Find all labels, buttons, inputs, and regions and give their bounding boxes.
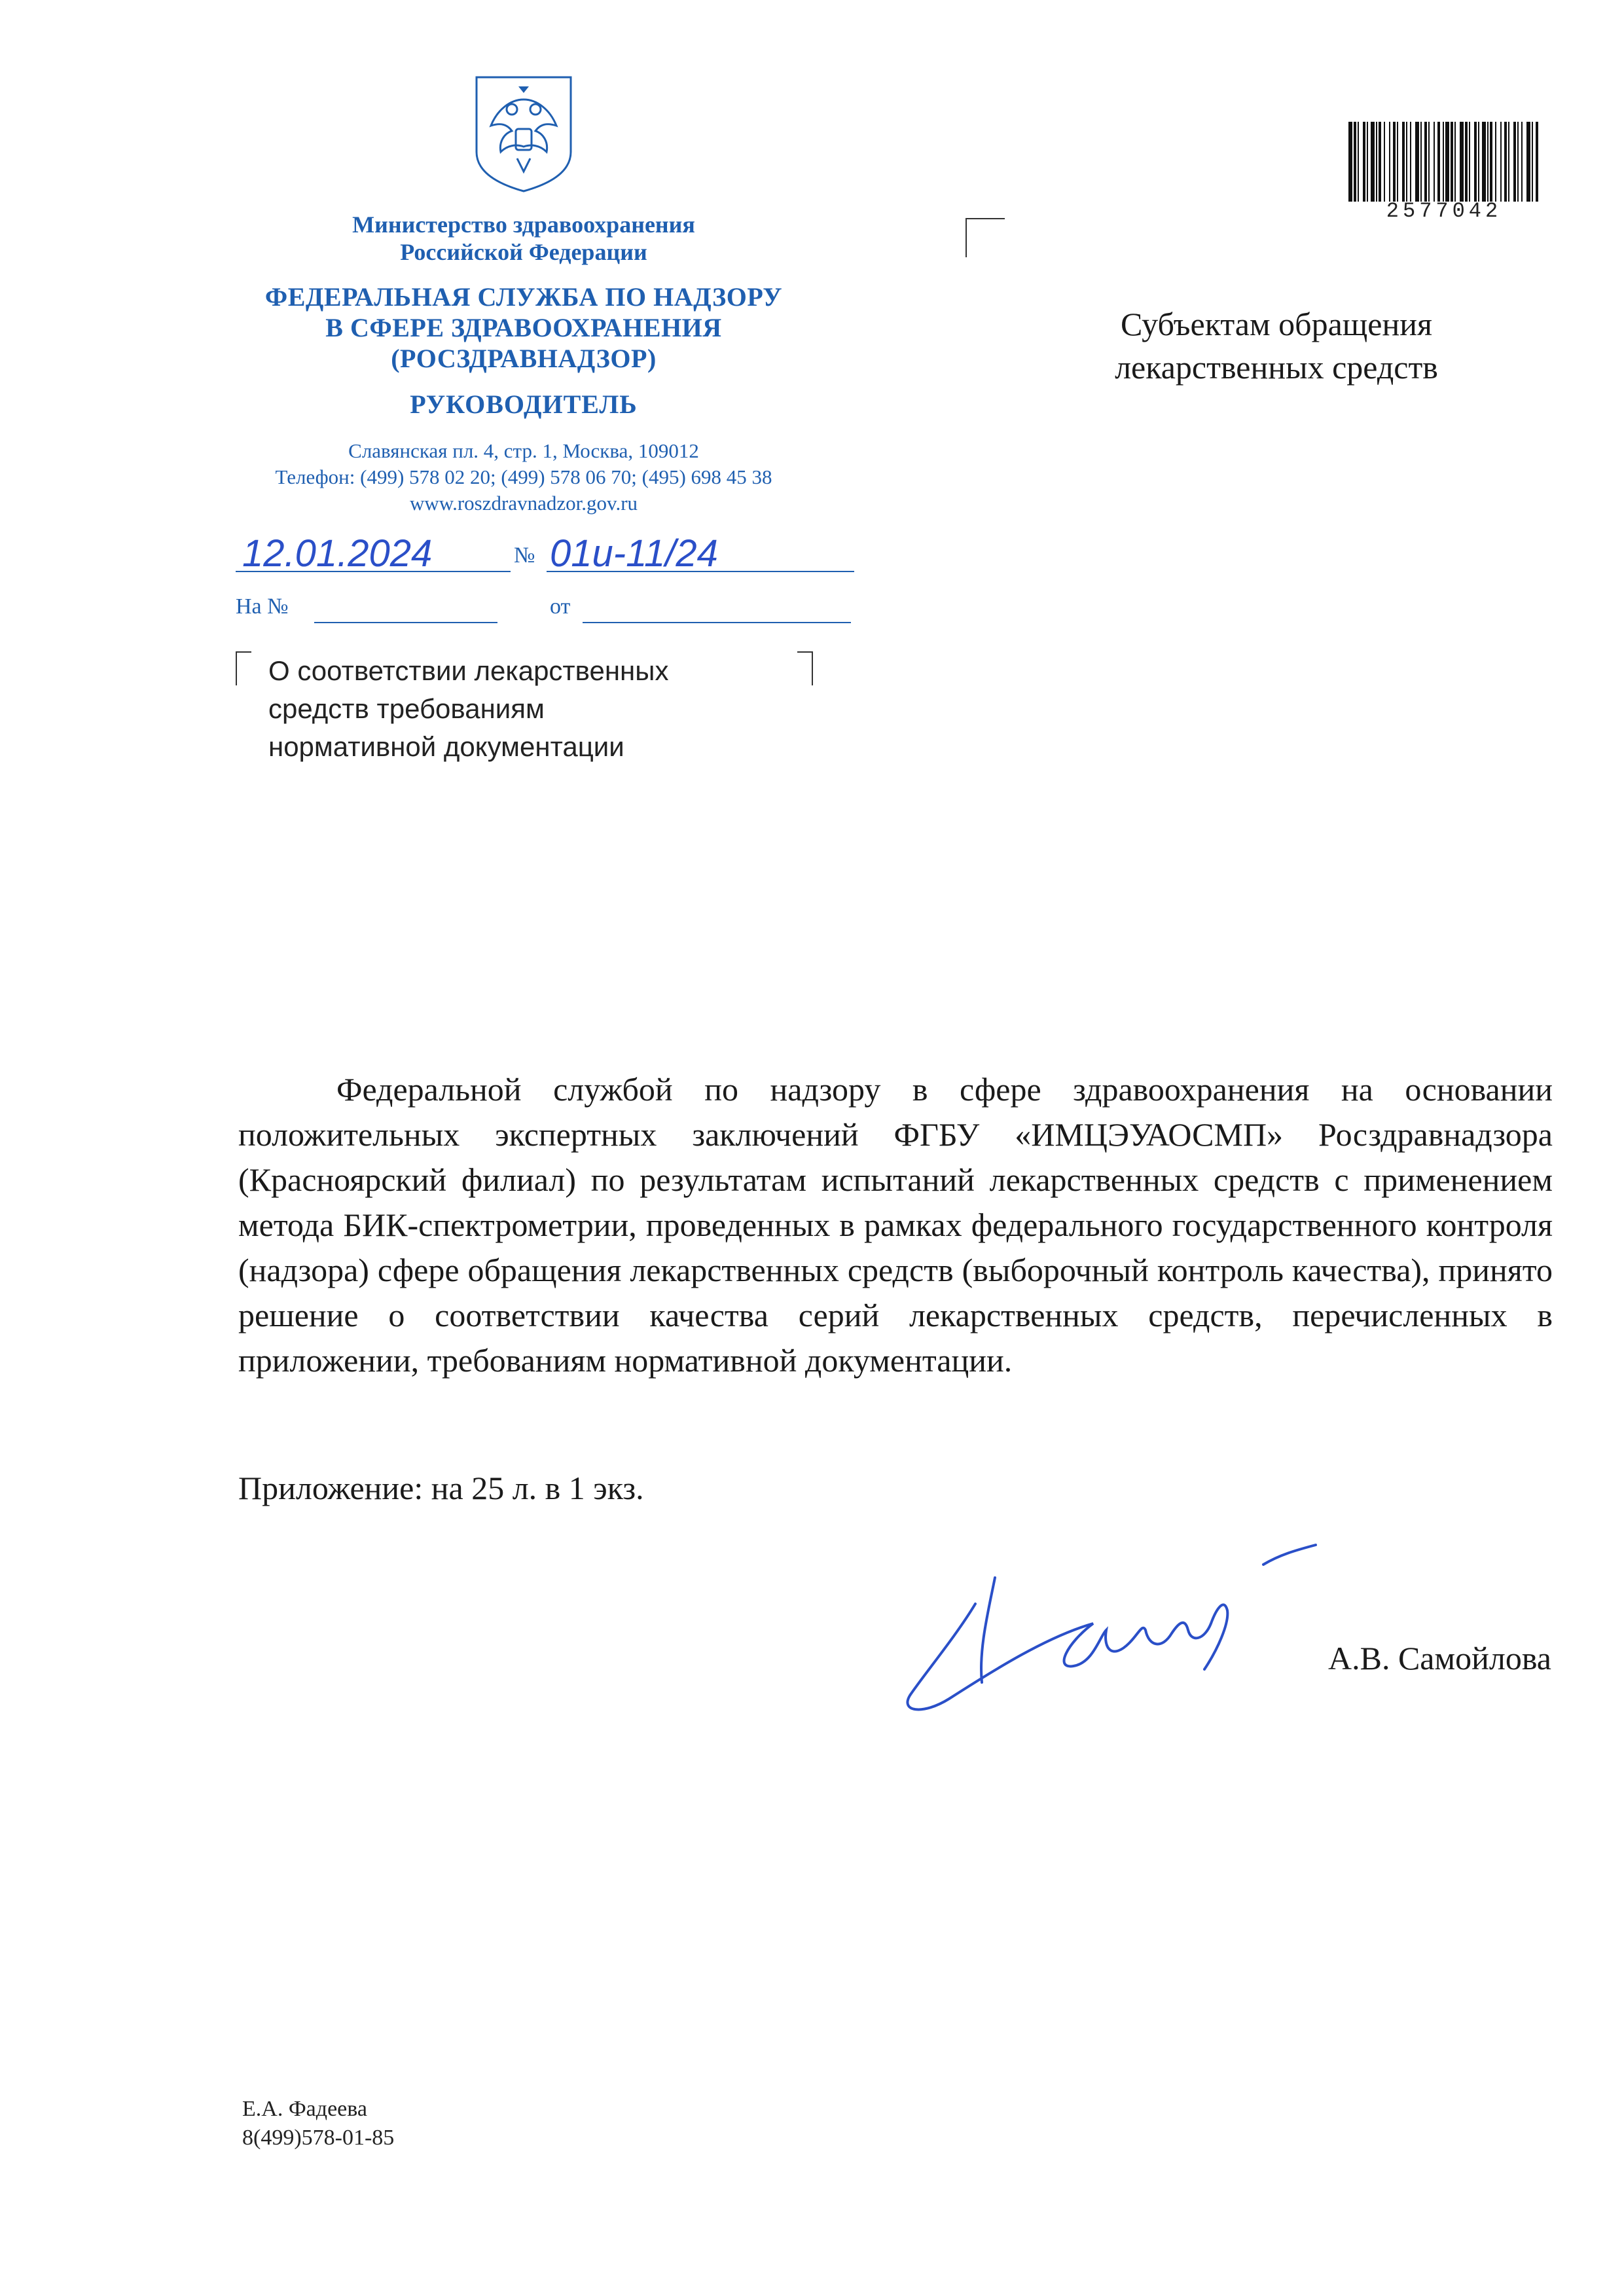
barcode-bar [1424,122,1427,202]
body-paragraph: Федеральной службой по надзору в сфере здравоохранения на основании положительных экспертных заключений ФГБУ «ИМЦЭУАОСМП» Росздравнадзора (Красноярский филиал) по результатам испытаний лекарственных средств с применением метода БИК-спектрометрии, проведенных в рамках федерального государственного контроля (надзора) сфере обращения лекарственных средств (выборочный контроль качества), принято решение о соответствии качества серий лекарственных средств, перечисленных в приложении, требованиям нормативной документации. [238,1071,1553,1379]
registration-date: 12.01.2024 [242,532,433,575]
barcode-bar [1517,122,1519,202]
barcode-bar [1500,122,1502,202]
barcode-number: 2577042 [1386,199,1502,223]
barcode-bar [1358,122,1359,202]
barcode-bar [1406,122,1407,202]
ref-line [314,622,497,623]
address: Славянская пл. 4, стр. 1, Москва, 109012 [348,439,699,462]
barcode-bar [1451,122,1453,202]
barcode-bar [1482,122,1486,202]
barcode-bar [1367,122,1368,202]
barcode-bar [1495,122,1496,202]
barcode-bar [1513,122,1516,202]
barcode-bar [1487,122,1489,202]
barcode-bar [1478,122,1479,202]
number-line [547,571,854,572]
signer-name: А.В. Самойлова [1328,1640,1551,1677]
addressee-bracket [965,218,1005,257]
barcode-bar [1428,122,1430,202]
coat-of-arms-icon [471,73,576,194]
barcode-bar [1469,122,1470,202]
subject-bracket-left [236,651,251,685]
registration-number: 01и-11/24 [550,532,718,575]
executor-name: Е.А. Фадеева [242,2097,367,2121]
barcode-bar [1354,122,1356,202]
barcode-bar [1532,122,1533,202]
barcode-bar [1363,122,1365,202]
handwritten-signature [897,1525,1322,1728]
barcode-bar [1508,122,1509,202]
service-line-1: ФЕДЕРАЛЬНАЯ СЛУЖБА ПО НАДЗОРУ [264,282,783,312]
barcode-bar [1402,122,1405,202]
ministry-line-2: Российской Федерации [400,239,647,265]
barcode-bar [1474,122,1477,202]
barcode-bar [1389,122,1390,202]
barcode-bar [1434,122,1435,202]
barcode-bar [1376,122,1377,202]
barcode-bar [1526,122,1530,202]
barcode-bar [1445,122,1449,202]
subject-bracket-right [797,651,813,685]
subject [268,652,792,766]
barcode-bar [1437,122,1440,202]
barcode-bar [1536,122,1538,202]
number-label: № [514,543,535,568]
ministry-line-1: Министерство здравоохранения [352,211,695,238]
reference-row [236,594,825,627]
subject-line-1: О соответствии лекарственных [268,655,669,686]
barcode-bar [1397,122,1398,202]
subject-line-2: средств требованиям [268,693,545,724]
barcode-bar [1420,122,1422,202]
phone: Телефон: (499) 578 02 20; (499) 578 06 70; (495) 698 45 38 [275,465,772,488]
barcode-bar [1521,122,1523,202]
barcode-bar [1384,122,1385,202]
service-line-2: В СФЕРЕ ЗДРАВООХРАНЕНИЯ [325,313,722,342]
barcode-bar [1371,122,1375,202]
ministry-name [249,211,799,266]
service-name [196,281,851,374]
barcode [1347,122,1541,202]
addressee [1008,302,1545,389]
barcode-bar [1504,122,1507,202]
barcode-bar [1379,122,1381,202]
addressee-line-1: Субъектам обращения [1121,306,1432,342]
attachment-note: Приложение: на 25 л. в 1 экз. [238,1470,644,1506]
barcode-bar [1443,122,1444,202]
barcode-bar [1460,122,1464,202]
subject-line-3: нормативной документации [268,731,624,762]
barcode-bar [1393,122,1396,202]
service-line-3: (РОСЗДРАВНАДЗОР) [391,344,657,373]
barcode-bar [1410,122,1411,202]
executor-phone: 8(499)578-01-85 [242,2126,395,2150]
registration-row [236,532,825,577]
barcode-bar [1454,122,1456,202]
barcode-bar [1348,122,1352,202]
position-title: РУКОВОДИТЕЛЬ [410,390,638,419]
executor-info [242,2095,635,2152]
from-line [583,622,851,623]
barcode-bar [1415,122,1419,202]
website: www.roszdravnadzor.gov.ru [409,492,638,515]
barcode-bar [1490,122,1492,202]
addressee-line-2: лекарственных средств [1115,349,1438,386]
date-line [236,571,511,572]
ref-label: На № [236,594,289,619]
from-label: от [550,594,571,619]
barcode-bar [1465,122,1468,202]
